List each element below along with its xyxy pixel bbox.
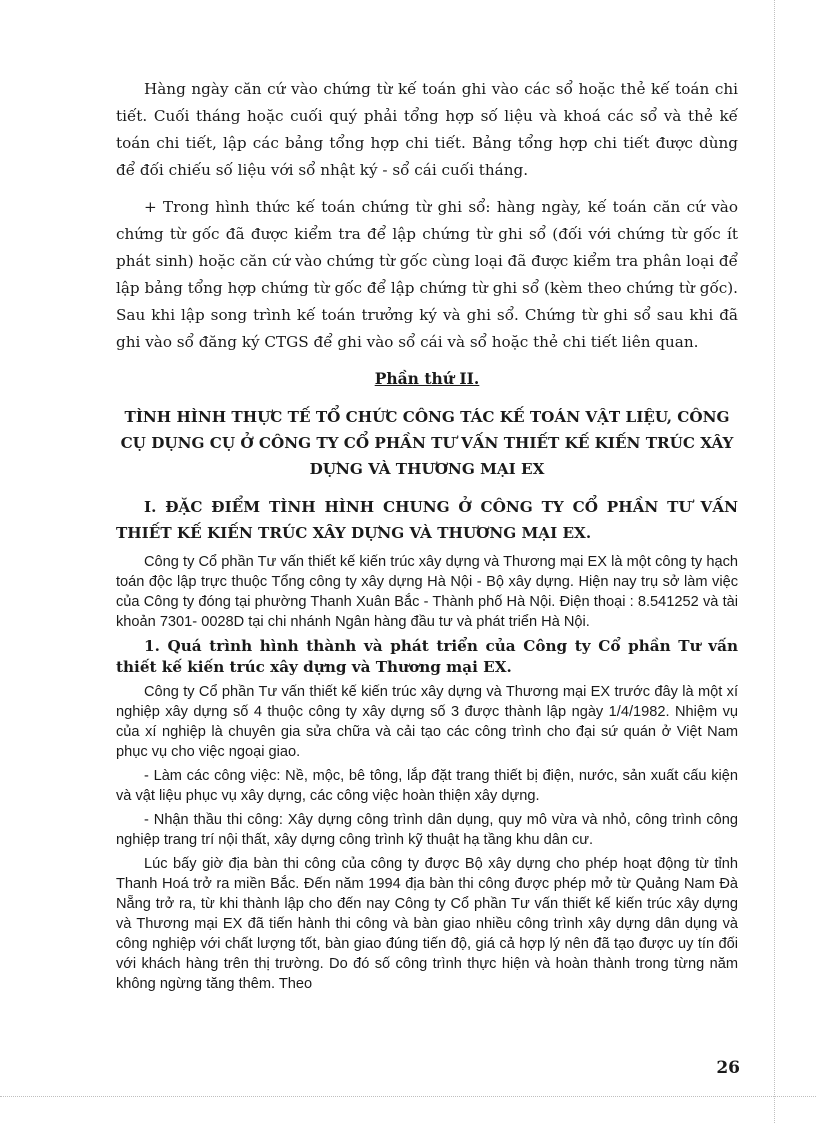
page-content	[116, 76, 738, 998]
paragraph-contracts: - Nhận thầu thi công: Xây dựng công trình dân dụng, quy mô vừa và nhỏ, công trình công nghiệp trang trí nội thất, xây dựng công trình kỹ thuật hạ tầng khu dân cư.	[116, 812, 738, 848]
paragraph-operating-area: Lúc bấy giờ địa bàn thi công của công ty được Bộ xây dựng cho phép hoạt động từ tỉnh Thanh Hoá trở ra miền Bắc. Đến năm 1994 địa bàn thi công được phép mở từ Quảng Nam Đà Nẵng trở ra, từ khi thành lập cho đến nay Công ty Cổ phần Tư vấn thiết kế kiến trúc xây dựng và Thương mại EX đã tiến hành thi công và bàn giao nhiều công trình xây dựng dân dụng và công nghiệp với chất lượng tốt, bàn giao đúng tiến độ, giá cả hợp lý nên đã tạo được uy tín đối với khách hàng trên thị trường. Do đó số công trình thực hiện và hoàn thành trong từng năm không ngừng tăng thêm. Theo	[116, 856, 738, 992]
page-number: 26	[716, 1058, 740, 1078]
subsection-heading: 1. Quá trình hình thành và phát triển của Công ty Cổ phần Tư vấn thiết kế kiến trúc xây dựng và Thương mại EX.	[116, 637, 738, 676]
page-border-bottom	[0, 1096, 816, 1097]
main-heading: TÌNH HÌNH THỰC TẾ TỔ CHỨC CÔNG TÁC KẾ TOÁN VẬT LIỆU, CÔNG CỤ DỤNG CỤ Ở CÔNG TY CỔ PHẦN TƯ VẤN THIẾT KẾ KIẾN TRÚC XÂY DỰNG VÀ THƯƠNG MẠI EX	[120, 408, 734, 478]
paragraph-detail-ledger: Hàng ngày căn cứ vào chứng từ kế toán ghi vào các sổ hoặc thẻ kế toán chi tiết. Cuối tháng hoặc cuối quý phải tổng hợp số liệu và khoá các sổ và thẻ kế toán chi tiết, lập các bảng tổng hợp chi tiết. Bảng tổng hợp chi tiết được dùng để đối chiếu số liệu với sổ nhật ký - sổ cái cuối tháng.	[116, 80, 738, 179]
paragraph-tasks: - Làm các công việc: Nề, mộc, bê tông, lắp đặt trang thiết bị điện, nước, sản xuất cấu kiện và vật liệu phục vụ xây dựng, các công việc hoàn thiện xây dựng.	[116, 768, 738, 804]
page-border-right	[774, 0, 775, 1123]
paragraph-company-intro: Công ty Cổ phần Tư vấn thiết kế kiến trúc xây dựng và Thương mại EX là một công ty hạch toán độc lập trực thuộc Tổng công ty xây dựng Hà Nội - Bộ xây dựng. Hiện nay trụ sở làm việc của Công ty đóng tại phường Thanh Xuân Bắc - Thành phố Hà Nội. Điện thoại : 8.541252 và tài khoản 7301- 0028D tại chi nhánh Ngân hàng đầu tư và phát triển Hà Nội.	[116, 554, 738, 630]
part-heading: Phần thứ II.	[374, 369, 480, 388]
paragraph-voucher-method: + Trong hình thức kế toán chứng từ ghi sổ: hàng ngày, kế toán căn cứ vào chứng từ gốc đã được kiểm tra để lập chứng từ ghi sổ (đối với chứng từ gốc ít phát sinh) hoặc căn cứ vào chứng từ gốc cùng loại đã được kiểm tra phân loại để lập bảng tổng hợp chứng từ gốc để lập chứng từ ghi sổ (kèm theo chứng từ gốc). Sau khi lập song trình kế toán trưởng ký và ghi sổ. Chứng từ ghi sổ sau khi đã ghi vào sổ đăng ký CTGS để ghi vào sổ cái và sổ hoặc thẻ chi tiết liên quan.	[116, 198, 738, 351]
section-heading: I. ĐẶC ĐIỂM TÌNH HÌNH CHUNG Ở CÔNG TY CỔ PHẦN TƯ VẤN THIẾT KẾ KIẾN TRÚC XÂY DỰNG VÀ THƯƠNG MẠI EX.	[116, 498, 738, 542]
paragraph-history: Công ty Cổ phần Tư vấn thiết kế kiến trúc xây dựng và Thương mại EX trước đây là một xí nghiệp xây dựng số 4 thuộc công ty xây dựng số 3 được thành lập ngày 1/4/1982. Nhiệm vụ của xí nghiệp là chuyên gia sửa chữa và cải tạo các công trình cho đại sứ quán ở Việt Nam phục vụ cho việc ngoại giao.	[116, 684, 738, 760]
